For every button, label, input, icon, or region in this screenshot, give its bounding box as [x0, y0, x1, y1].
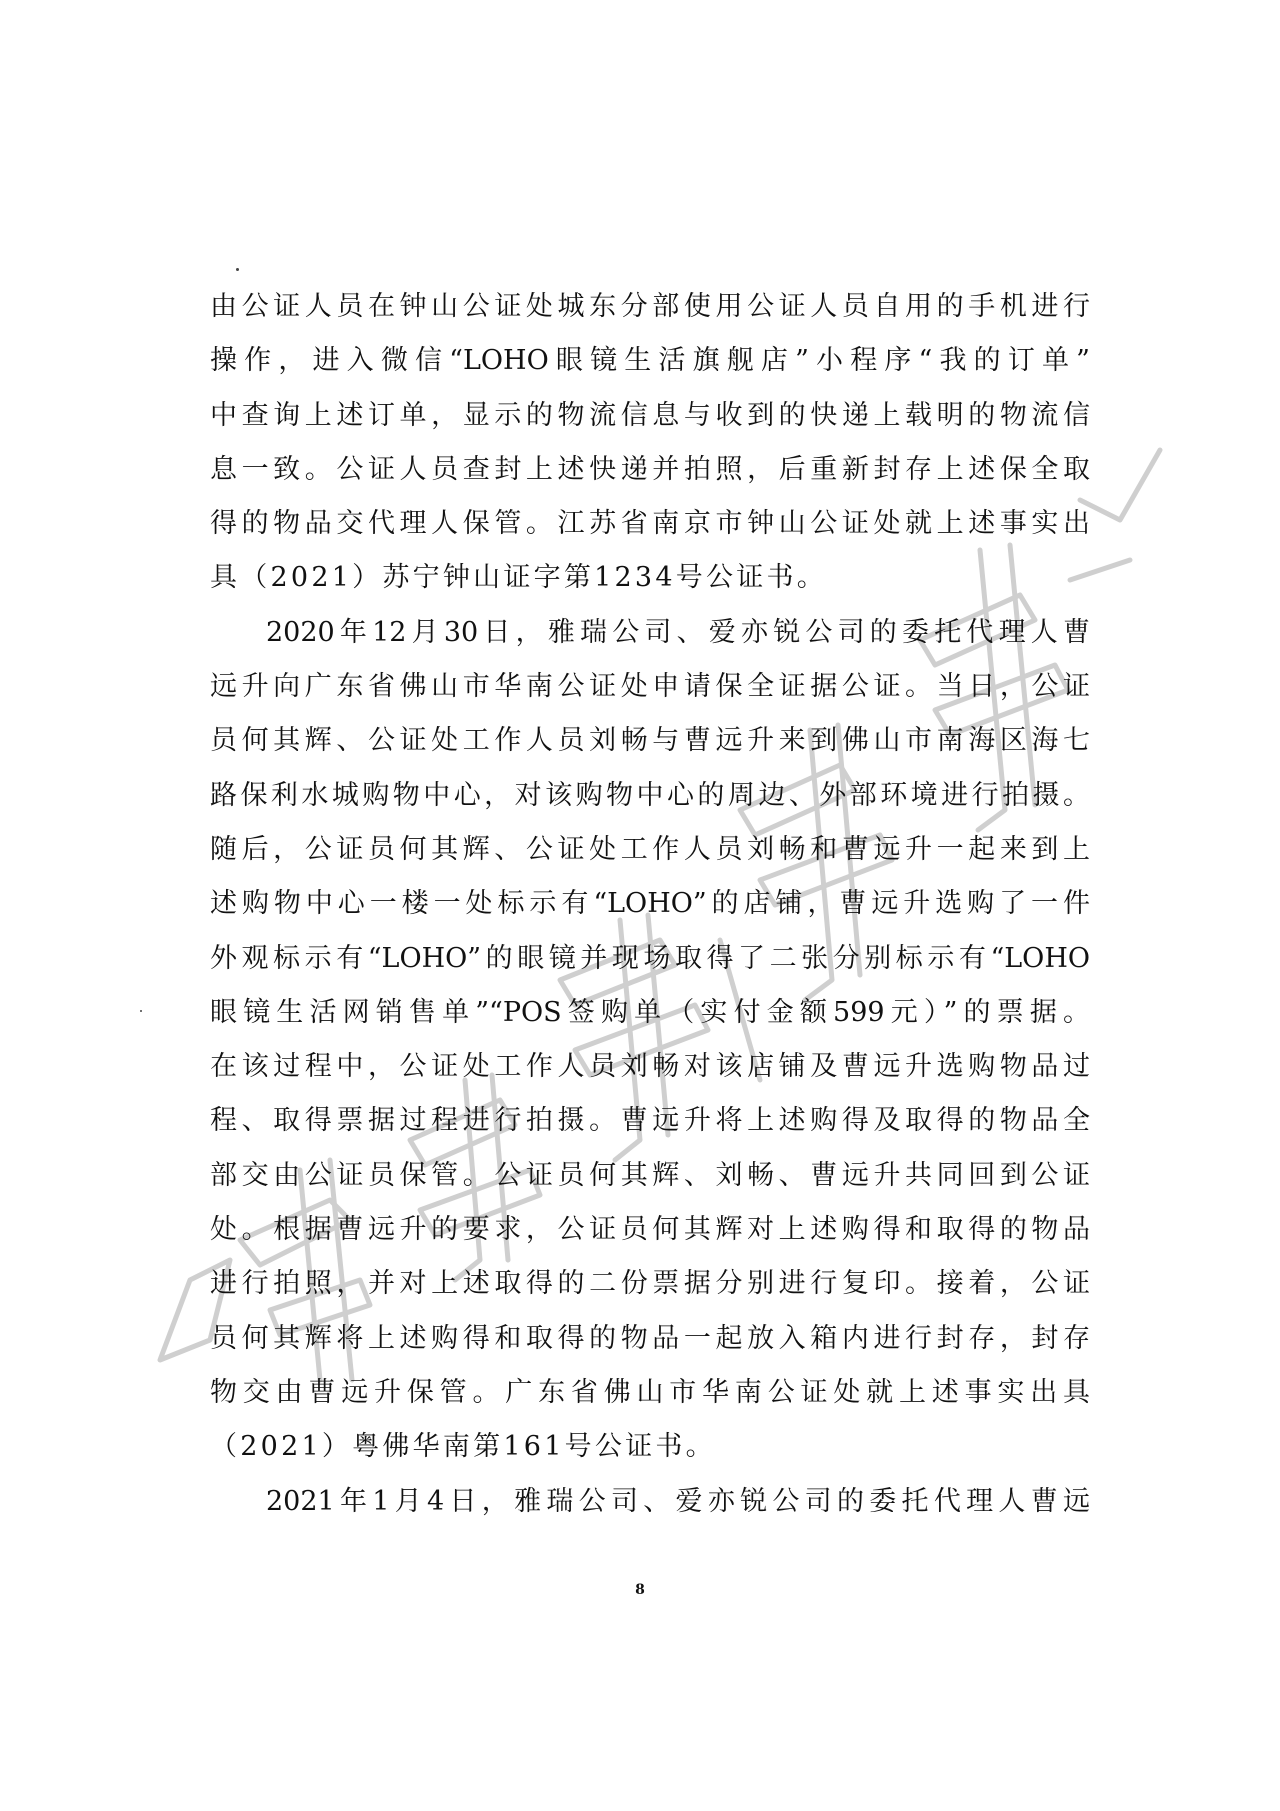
text-line: 路保利水城购物中心，对该购物中心的周边、外部环境进行拍摄。 [210, 779, 1090, 811]
scan-speck [236, 268, 239, 271]
text-line: 部交由公证员保管。公证员何其辉、刘畅、曹远升共同回到公证 [210, 1159, 1090, 1191]
text-line: 员何其辉、公证处工作人员刘畅与曹远升来到佛山市南海区海七 [210, 725, 1090, 757]
text-line: 由公证人员在钟山公证处城东分部使用公证人员自用的手机进行 [210, 291, 1090, 322]
text-line: 程、取得票据过程进行拍摄。曹远升将上述购得及取得的物品全 [210, 1105, 1090, 1137]
text-line: 2020年12月30日，雅瑞公司、爱亦锐公司的委托代理人曹 [266, 616, 1090, 648]
text-line: 在该过程中，公证处工作人员刘畅对该店铺及曹远升选购物品过 [210, 1051, 1090, 1083]
body-text [210, 280, 1090, 1529]
text-line: 外观标示有“LOHO”的眼镜并现场取得了二张分别标示有“LOHO [210, 942, 1090, 974]
text-line: 远升向广东省佛山市华南公证处申请保全证据公证。当日，公证 [210, 671, 1090, 703]
text-line: 中查询上述订单，显示的物流信息与收到的快递上载明的物流信 [210, 399, 1090, 431]
scan-speck [140, 1010, 142, 1012]
text-line: 息一致。公证人员查封上述快递并拍照，后重新封存上述保全取 [210, 453, 1090, 485]
text-line: 进行拍照，并对上述取得的二份票据分别进行复印。接着，公证 [210, 1268, 1090, 1300]
text-line: 述购物中心一楼一处标示有“LOHO”的店铺，曹远升选购了一件 [210, 888, 1090, 920]
text-line: 操作，进入微信“LOHO眼镜生活旗舰店”小程序“我的订单” [210, 345, 1090, 377]
text-line: 具（2021）苏宁钟山证字第1234号公证书。 [210, 562, 827, 594]
text-line: 员何其辉将上述购得和取得的物品一起放入箱内进行封存，封存 [210, 1322, 1090, 1354]
text-line: 眼镜生活网销售单”“POS签购单（实付金额599元）”的票据。 [210, 996, 1090, 1028]
text-line: 得的物品交代理人保管。江苏省南京市钟山公证处就上述事实出 [210, 508, 1090, 540]
page-number: 8 [635, 1582, 645, 1598]
paragraph-1 [210, 280, 1090, 606]
text-line: 随后，公证员何其辉、公证处工作人员刘畅和曹远升一起来到上 [210, 833, 1090, 865]
text-line: 处。根据曹远升的要求，公证员何其辉对上述购得和取得的物品 [210, 1214, 1090, 1246]
paragraph-2 [210, 606, 1090, 1475]
text-line: （2021）粤佛华南第161号公证书。 [210, 1431, 716, 1463]
paragraph-3 [210, 1475, 1090, 1529]
text-line: 物交由曹远升保管。广东省佛山市华南公证处就上述事实出具 [210, 1376, 1090, 1408]
text-line: 2021年1月4日，雅瑞公司、爱亦锐公司的委托代理人曹远 [266, 1485, 1090, 1517]
